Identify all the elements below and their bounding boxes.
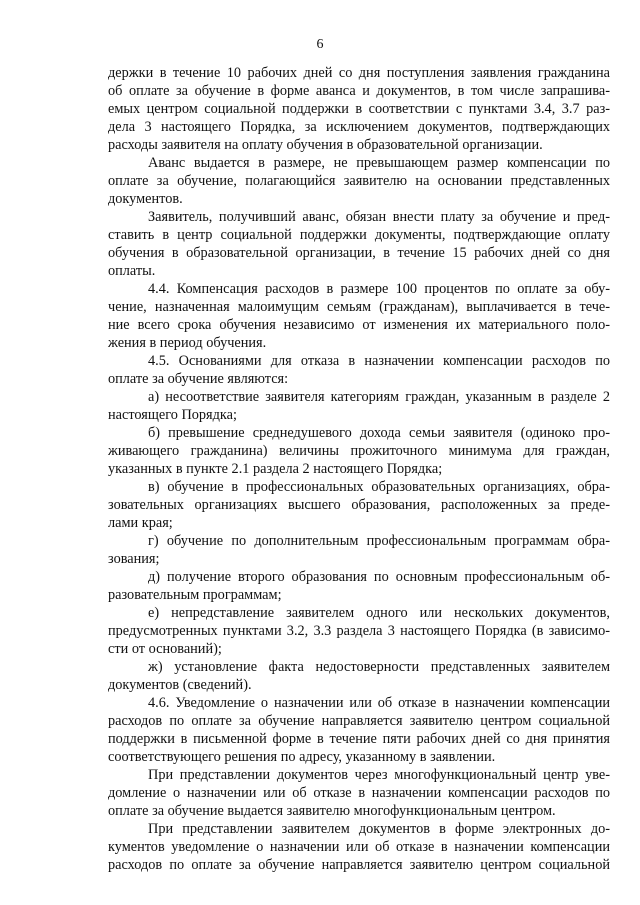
text-line: ставить в центр социальной поддержки документы, подтверждающие оплату [108, 227, 610, 243]
page-number: 6 [316, 37, 324, 52]
text-line: д) получение второго образования по основным профессиональным об- [148, 569, 610, 585]
paragraph [108, 766, 610, 820]
paragraph [108, 820, 610, 874]
text-line: документов. [108, 191, 183, 207]
text-line: чение, назначенная малоимущим семьям (гражданам), выплачивается в тече- [108, 299, 610, 315]
text-line: домление о назначении или об отказе в назначении компенсации расходов по [108, 785, 610, 801]
text-line: 4.5. Основаниями для отказа в назначении компенсации расходов по [148, 353, 610, 369]
text-line: документов (сведений). [108, 677, 252, 693]
paragraph [108, 694, 610, 766]
text-line: Заявитель, получивший аванс, обязан внести плату за обучение и пред- [148, 209, 610, 225]
text-line: расходов по оплате за обучение направляется заявителю центром социальной [108, 857, 610, 873]
paragraph [108, 388, 610, 424]
text-line: г) обучение по дополнительным профессиональным программам обра- [148, 533, 610, 549]
text-line: оплате за обучение являются: [108, 371, 289, 387]
text-line: предусмотренных пунктами 3.2, 3.3 раздела 3 настоящего Порядка (в зависимо- [108, 623, 610, 639]
text-line: ние всего срока обучения независимо от изменения их материального поло- [108, 317, 610, 333]
text-line: жения в период обучения. [108, 335, 267, 351]
paragraph [108, 154, 610, 208]
text-line: а) несоответствие заявителя категориям граждан, указанным в разделе 2 [148, 389, 610, 405]
text-line: настоящего Порядка; [108, 407, 237, 423]
text-line: зования; [108, 551, 160, 567]
text-line: 4.4. Компенсация расходов в размере 100 процентов по оплате за обу- [148, 281, 610, 297]
paragraph [108, 658, 610, 694]
paragraph [108, 280, 610, 352]
paragraph [108, 568, 610, 604]
paragraph [108, 352, 610, 388]
paragraph [108, 64, 610, 154]
text-line: 4.6. Уведомление о назначении или об отказе в назначении компенсации [148, 695, 610, 711]
text-line: зовательных организациях высшего образования, расположенных за преде- [108, 497, 610, 513]
text-line: оплаты. [108, 263, 156, 279]
paragraph [108, 532, 610, 568]
text-line: разовательным программам; [108, 587, 282, 603]
text-line: расходов по оплате за обучение направляется заявителю центром социальной [108, 713, 610, 729]
text-line: обучения в образовательной организации, в течение 15 рабочих дней со дня [108, 245, 610, 261]
text-line: об оплате за обучение в форме аванса и документов, в том числе запрашива- [108, 83, 610, 99]
text-line: поддержки в письменной форме в течение пяти рабочих дней со дня принятия [108, 731, 610, 747]
text-line: оплате за обучение, полагающийся заявителю на основании представленных [108, 173, 610, 189]
text-line: соответствующего решения по адресу, указанному в заявлении. [108, 749, 496, 765]
paragraph [108, 604, 610, 658]
text-line: в) обучение в профессиональных образовательных организациях, обра- [148, 479, 610, 495]
text-line: сти от оснований); [108, 641, 222, 657]
text-line: расходы заявителя на оплату обучения в образовательной организации. [108, 137, 543, 153]
paragraph [108, 424, 610, 478]
text-line: При представлении заявителем документов в форме электронных до- [148, 821, 610, 837]
text-line: оплате за обучение выдается заявителю многофункциональным центром. [108, 803, 556, 819]
text-line: б) превышение среднедушевого дохода семьи заявителя (одиноко про- [148, 425, 610, 441]
document-body [108, 64, 610, 874]
text-line: При представлении документов через многофункциональный центр уве- [148, 767, 610, 783]
text-line: дела 3 настоящего Порядка, за исключением документов, подтверждающих [108, 119, 610, 135]
text-line: кументов уведомление о назначении или об отказе в назначении компенсации [108, 839, 610, 855]
text-line: держки в течение 10 рабочих дней со дня поступления заявления гражданина [108, 65, 610, 81]
text-line: живающего гражданина) величины прожиточного минимума для граждан, [108, 443, 610, 459]
text-line: лами края; [108, 515, 173, 531]
paragraph [108, 478, 610, 532]
text-line: ж) установление факта недостоверности представленных заявителем [148, 659, 610, 675]
paragraph [108, 208, 610, 280]
text-line: емых центром социальной поддержки в соответствии с пунктами 3.4, 3.7 раз- [108, 101, 610, 117]
text-line: указанных в пункте 2.1 раздела 2 настоящего Порядка; [108, 461, 443, 477]
text-line: Аванс выдается в размере, не превышающем размер компенсации по [148, 155, 610, 171]
text-line: е) непредставление заявителем одного или нескольких документов, [148, 605, 610, 621]
